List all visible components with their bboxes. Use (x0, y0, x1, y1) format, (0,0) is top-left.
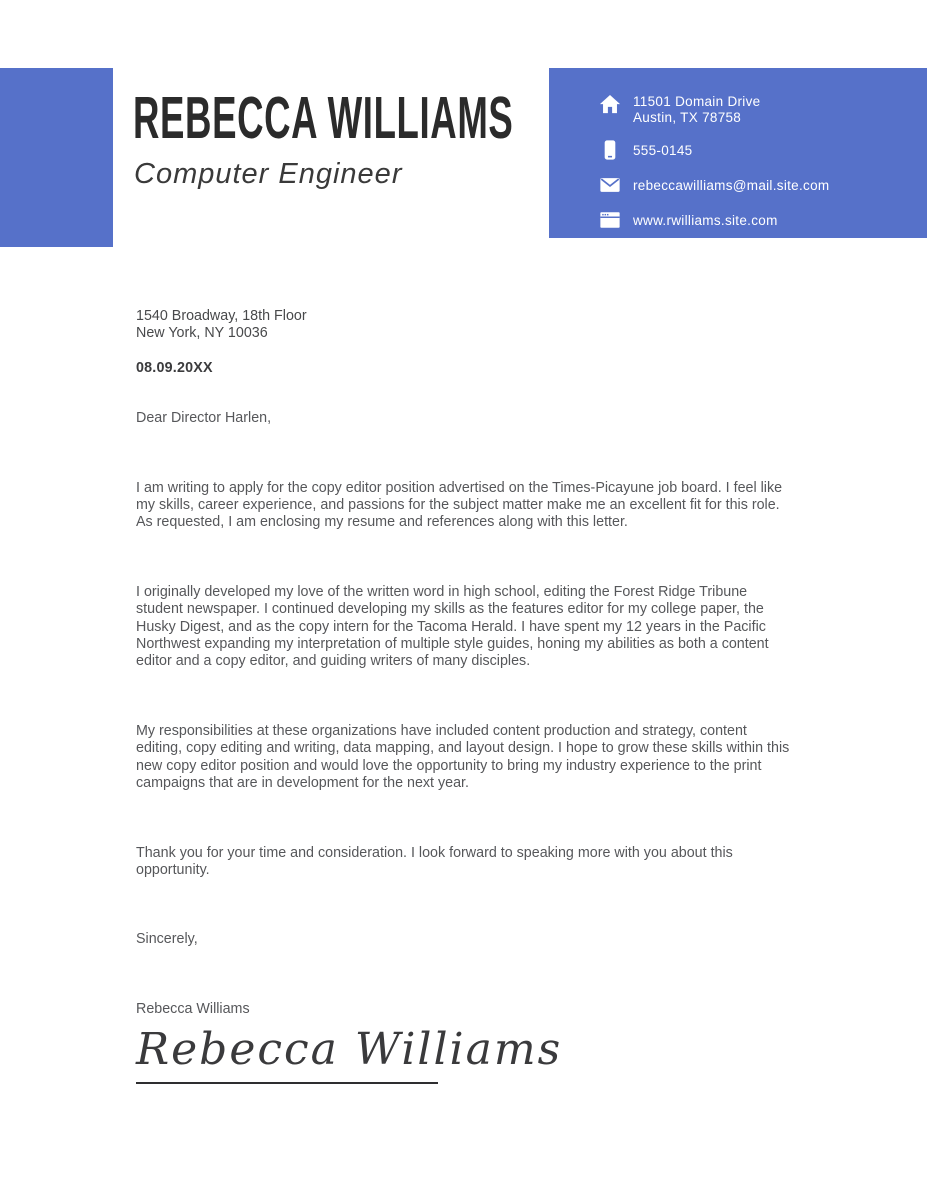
letter-paragraph: I am writing to apply for the copy editor position advertised on the Times-Picayune job board. I feel like my skills, career experience, and passions for the subject matter make me an excellent fit for this role. As requested, I am enclosing my resume and references along with this letter. (136, 479, 783, 531)
job-title: Computer Engineer (134, 158, 403, 190)
recipient-address-line2: New York, NY 10036 (136, 325, 268, 342)
closing: Sincerely, (136, 931, 198, 948)
signer-name: Rebecca Williams (136, 1000, 250, 1017)
contact-website: www.rwilliams.site.com (633, 212, 778, 228)
contact-card (549, 68, 927, 238)
signature-script: Rebecca Williams (136, 1024, 563, 1076)
website-icon (599, 209, 621, 231)
letter-date: 08.09.20XX (136, 359, 213, 376)
contact-website-row (599, 209, 927, 231)
contact-address-line1: 11501 Domain Drive (633, 94, 761, 109)
contact-email-row (599, 174, 927, 196)
contact-address (633, 93, 760, 126)
accent-bar (0, 68, 113, 247)
salutation: Dear Director Harlen, (136, 410, 272, 427)
letter-paragraph: I originally developed my love of the written word in high school, editing the Forest Ridge Tribune student newspaper. I continued developing my skills as the features editor for my college paper, the Husky Digest, and as the copy intern for the Tacoma Herald. I have spent my 12 years in the Pacific Northwest expanding my interpretation of multiple style guides, honing my abilities as both a content editor and a copy editor, and guiding writers of many disciples. (136, 583, 769, 670)
letter-paragraph: My responsibilities at these organizations have included content production and strategy, content editing, copy editing and writing, data mapping, and layout design. I hope to grow these skills within this new copy editor position and would love the opportunity to bring my industry experience to the print campaigns that are in development for the next year. (136, 722, 790, 792)
contact-phone-row (599, 139, 927, 161)
contact-email: rebeccawilliams@mail.site.com (633, 177, 830, 193)
phone-icon (599, 139, 621, 161)
contact-address-row (599, 93, 927, 126)
contact-address-line2: Austin, TX 78758 (633, 110, 742, 125)
letter-body (136, 308, 792, 1084)
recipient-address (136, 308, 792, 343)
page-title: REBECCA WILLIAMS (133, 85, 514, 151)
home-icon (599, 93, 621, 115)
signature-line (136, 1082, 438, 1084)
recipient-address-line1: 1540 Broadway, 18th Floor (136, 308, 307, 324)
contact-phone: 555-0145 (633, 142, 693, 158)
letter-paragraph: Thank you for your time and consideration. I look forward to speaking more with you about this opportunity. (136, 844, 733, 878)
email-icon (599, 174, 621, 196)
